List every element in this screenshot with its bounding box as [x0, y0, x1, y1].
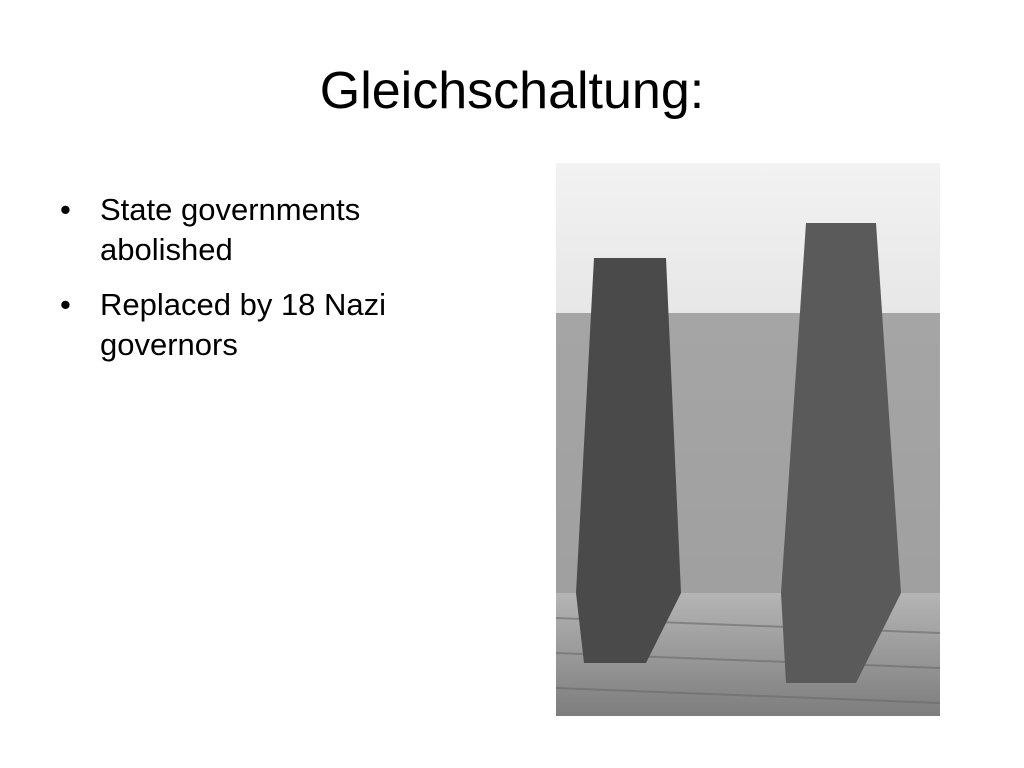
bullet-list — [60, 190, 460, 379]
bullet-item — [60, 190, 460, 271]
photo-figure — [576, 258, 681, 663]
bullet-text: Replaced by 18 Nazi governors — [100, 286, 387, 362]
bullet-item — [60, 285, 460, 366]
historical-photo — [556, 163, 940, 716]
bullet-text: State governments abolished — [100, 192, 361, 268]
photo-placeholder — [556, 163, 940, 716]
slide-title: Gleichschaltung: — [319, 62, 705, 120]
bullet-marker: • — [60, 192, 71, 227]
bullet-marker: • — [60, 286, 71, 322]
